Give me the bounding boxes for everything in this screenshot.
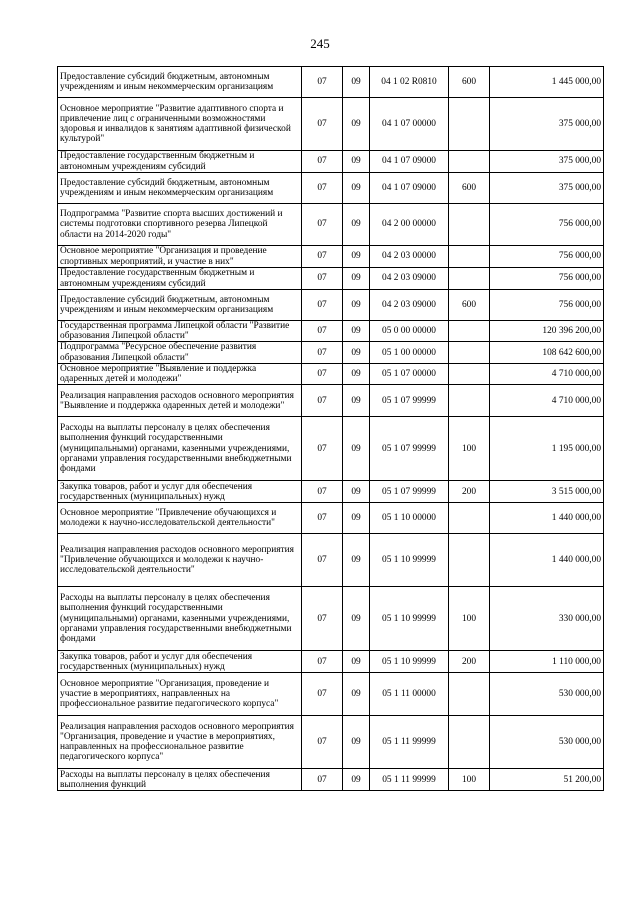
table-row <box>58 651 604 673</box>
amount-cell: 3 515 000,00 <box>490 481 604 503</box>
expense-name-cell: Основное мероприятие "Организация, проведение и участие в мероприятиях, направленных на профессиональное развитие педагогического корпуса" <box>58 673 302 716</box>
expense-type-cell: 100 <box>449 417 490 481</box>
target-article-cell: 04 1 07 09000 <box>370 151 449 173</box>
expense-name-cell: Расходы на выплаты персоналу в целях обеспечения выполнения функций государственными (муниципальными) органами, казенными учреждениями, органами управления государственными внебюджетными фондами <box>58 417 302 481</box>
table-row <box>58 246 604 268</box>
expense-type-cell <box>449 98 490 151</box>
expense-type-cell: 100 <box>449 587 490 651</box>
expense-type-cell: 200 <box>449 481 490 503</box>
table-row <box>58 385 604 417</box>
expense-name-cell: Предоставление субсидий бюджетным, автономным учреждениям и иным некоммерческим организациям <box>58 290 302 321</box>
subsection-code-cell: 09 <box>343 651 370 673</box>
section-code-cell: 07 <box>302 417 343 481</box>
table-row <box>58 503 604 534</box>
subsection-code-cell: 09 <box>343 363 370 384</box>
target-article-cell: 04 2 03 09000 <box>370 290 449 321</box>
section-code-cell: 07 <box>302 673 343 716</box>
amount-cell: 375 000,00 <box>490 173 604 204</box>
expense-name-cell: Основное мероприятие "Выявление и поддержка одаренных детей и молодежи" <box>58 363 302 384</box>
subsection-code-cell: 09 <box>343 769 370 791</box>
table-row <box>58 151 604 173</box>
subsection-code-cell: 09 <box>343 151 370 173</box>
amount-cell: 756 000,00 <box>490 246 604 268</box>
section-code-cell: 07 <box>302 173 343 204</box>
expense-name-cell: Реализация направления расходов основного мероприятия "Привлечение обучающихся и молодежи к научно-исследовательской деятельности" <box>58 534 302 587</box>
subsection-code-cell: 09 <box>343 67 370 98</box>
table-row <box>58 67 604 98</box>
target-article-cell: 05 1 11 99999 <box>370 769 449 791</box>
amount-cell: 1 445 000,00 <box>490 67 604 98</box>
table-row <box>58 769 604 791</box>
section-code-cell: 07 <box>302 481 343 503</box>
expense-name-cell: Подпрограмма "Развитие спорта высших достижений и системы подготовки спортивного резерва Липецкой области на 2014-2020 годы" <box>58 204 302 246</box>
expense-name-cell: Предоставление государственным бюджетным и автономным учреждениям субсидий <box>58 151 302 173</box>
section-code-cell: 07 <box>302 67 343 98</box>
section-code-cell: 07 <box>302 321 343 342</box>
target-article-cell: 04 1 07 00000 <box>370 98 449 151</box>
section-code-cell: 07 <box>302 290 343 321</box>
expense-type-cell <box>449 534 490 587</box>
table-row <box>58 268 604 290</box>
table-row <box>58 321 604 342</box>
target-article-cell: 05 1 10 00000 <box>370 503 449 534</box>
section-code-cell: 07 <box>302 151 343 173</box>
subsection-code-cell: 09 <box>343 673 370 716</box>
expense-name-cell: Подпрограмма "Ресурсное обеспечение развития образования Липецкой области" <box>58 342 302 363</box>
section-code-cell: 07 <box>302 342 343 363</box>
expense-type-cell <box>449 321 490 342</box>
section-code-cell: 07 <box>302 363 343 384</box>
target-article-cell: 04 1 02 R0810 <box>370 67 449 98</box>
table-row <box>58 716 604 769</box>
table-row <box>58 481 604 503</box>
table-row <box>58 534 604 587</box>
subsection-code-cell: 09 <box>343 342 370 363</box>
subsection-code-cell: 09 <box>343 481 370 503</box>
amount-cell: 375 000,00 <box>490 151 604 173</box>
subsection-code-cell: 09 <box>343 98 370 151</box>
expense-name-cell: Расходы на выплаты персоналу в целях обеспечения выполнения функций государственными (муниципальными) органами, казенными учреждениями, органами управления государственными внебюджетными фондами <box>58 587 302 651</box>
amount-cell: 330 000,00 <box>490 587 604 651</box>
expense-name-cell: Основное мероприятие "Привлечение обучающихся и молодежи к научно-исследовательской деятельности" <box>58 503 302 534</box>
subsection-code-cell: 09 <box>343 321 370 342</box>
section-code-cell: 07 <box>302 268 343 290</box>
amount-cell: 120 396 200,00 <box>490 321 604 342</box>
amount-cell: 756 000,00 <box>490 204 604 246</box>
expense-type-cell <box>449 385 490 417</box>
target-article-cell: 05 1 07 00000 <box>370 363 449 384</box>
table-row <box>58 342 604 363</box>
amount-cell: 530 000,00 <box>490 716 604 769</box>
amount-cell: 530 000,00 <box>490 673 604 716</box>
table-row <box>58 204 604 246</box>
table-row <box>58 587 604 651</box>
target-article-cell: 05 1 11 00000 <box>370 673 449 716</box>
expense-name-cell: Предоставление субсидий бюджетным, автономным учреждениям и иным некоммерческим организациям <box>58 173 302 204</box>
section-code-cell: 07 <box>302 534 343 587</box>
amount-cell: 756 000,00 <box>490 290 604 321</box>
amount-cell: 1 195 000,00 <box>490 417 604 481</box>
amount-cell: 756 000,00 <box>490 268 604 290</box>
amount-cell: 1 440 000,00 <box>490 534 604 587</box>
expense-type-cell <box>449 342 490 363</box>
subsection-code-cell: 09 <box>343 268 370 290</box>
target-article-cell: 05 1 00 00000 <box>370 342 449 363</box>
page-number: 245 <box>310 36 330 51</box>
expense-name-cell: Государственная программа Липецкой области "Развитие образования Липецкой области" <box>58 321 302 342</box>
section-code-cell: 07 <box>302 204 343 246</box>
section-code-cell: 07 <box>302 385 343 417</box>
subsection-code-cell: 09 <box>343 716 370 769</box>
expense-name-cell: Расходы на выплаты персоналу в целях обеспечения выполнения функций <box>58 769 302 791</box>
target-article-cell: 05 1 10 99999 <box>370 534 449 587</box>
expense-type-cell <box>449 716 490 769</box>
subsection-code-cell: 09 <box>343 385 370 417</box>
expense-type-cell: 600 <box>449 173 490 204</box>
expense-name-cell: Основное мероприятие "Организация и проведение спортивных мероприятий, и участие в них" <box>58 246 302 268</box>
expense-type-cell <box>449 363 490 384</box>
expense-name-cell: Закупка товаров, работ и услуг для обеспечения государственных (муниципальных) нужд <box>58 481 302 503</box>
expense-name-cell: Предоставление субсидий бюджетным, автономным учреждениям и иным некоммерческим организациям <box>58 67 302 98</box>
target-article-cell: 04 2 03 00000 <box>370 246 449 268</box>
amount-cell: 108 642 600,00 <box>490 342 604 363</box>
amount-cell: 4 710 000,00 <box>490 363 604 384</box>
expense-type-cell: 600 <box>449 290 490 321</box>
subsection-code-cell: 09 <box>343 204 370 246</box>
subsection-code-cell: 09 <box>343 534 370 587</box>
target-article-cell: 05 0 00 00000 <box>370 321 449 342</box>
section-code-cell: 07 <box>302 246 343 268</box>
target-article-cell: 04 1 07 09000 <box>370 173 449 204</box>
amount-cell: 1 440 000,00 <box>490 503 604 534</box>
expense-type-cell: 100 <box>449 769 490 791</box>
subsection-code-cell: 09 <box>343 246 370 268</box>
table-row <box>58 417 604 481</box>
target-article-cell: 04 2 03 09000 <box>370 268 449 290</box>
subsection-code-cell: 09 <box>343 503 370 534</box>
amount-cell: 4 710 000,00 <box>490 385 604 417</box>
section-code-cell: 07 <box>302 98 343 151</box>
expense-name-cell: Предоставление государственным бюджетным и автономным учреждениям субсидий <box>58 268 302 290</box>
section-code-cell: 07 <box>302 651 343 673</box>
target-article-cell: 05 1 10 99999 <box>370 651 449 673</box>
section-code-cell: 07 <box>302 716 343 769</box>
section-code-cell: 07 <box>302 503 343 534</box>
section-code-cell: 07 <box>302 587 343 651</box>
subsection-code-cell: 09 <box>343 173 370 204</box>
table-row <box>58 673 604 716</box>
expense-type-cell <box>449 673 490 716</box>
target-article-cell: 05 1 11 99999 <box>370 716 449 769</box>
subsection-code-cell: 09 <box>343 417 370 481</box>
subsection-code-cell: 09 <box>343 587 370 651</box>
expense-name-cell: Реализация направления расходов основного мероприятия "Организация, проведение и участие в мероприятиях, направленных на профессиональное развитие педагогического корпуса" <box>58 716 302 769</box>
expense-type-cell: 600 <box>449 67 490 98</box>
expense-type-cell <box>449 268 490 290</box>
section-code-cell: 07 <box>302 769 343 791</box>
expense-type-cell: 200 <box>449 651 490 673</box>
budget-table <box>57 66 604 791</box>
target-article-cell: 05 1 07 99999 <box>370 481 449 503</box>
expense-type-cell <box>449 151 490 173</box>
expense-name-cell: Основное мероприятие "Развитие адаптивного спорта и привлечение лиц с ограниченными возможностями здоровья и инвалидов к занятиям адаптивной физической культурой" <box>58 98 302 151</box>
amount-cell: 1 110 000,00 <box>490 651 604 673</box>
expense-type-cell <box>449 246 490 268</box>
expense-type-cell <box>449 503 490 534</box>
target-article-cell: 05 1 07 99999 <box>370 417 449 481</box>
table-row <box>58 290 604 321</box>
target-article-cell: 05 1 10 99999 <box>370 587 449 651</box>
target-article-cell: 04 2 00 00000 <box>370 204 449 246</box>
table-row <box>58 98 604 151</box>
expense-name-cell: Реализация направления расходов основного мероприятия "Выявление и поддержка одаренных детей и молодежи" <box>58 385 302 417</box>
expense-type-cell <box>449 204 490 246</box>
table-row <box>58 363 604 384</box>
target-article-cell: 05 1 07 99999 <box>370 385 449 417</box>
amount-cell: 51 200,00 <box>490 769 604 791</box>
table-row <box>58 173 604 204</box>
expense-name-cell: Закупка товаров, работ и услуг для обеспечения государственных (муниципальных) нужд <box>58 651 302 673</box>
amount-cell: 375 000,00 <box>490 98 604 151</box>
subsection-code-cell: 09 <box>343 290 370 321</box>
